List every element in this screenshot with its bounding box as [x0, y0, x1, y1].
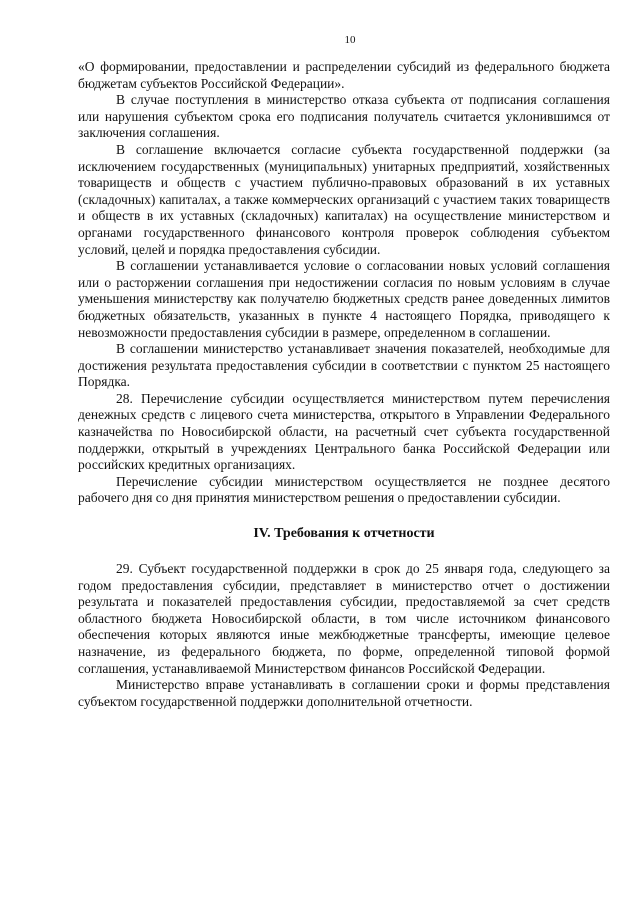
paragraph: Министерство вправе устанавливать в соглашении сроки и формы представления субъектом государственной поддержки дополнительной отчетности.	[78, 677, 610, 709]
paragraph: Перечисление субсидии министерством осуществляется не позднее десятого рабочего дня со дня принятия министерством решения о предоставлении субсидии.	[78, 473, 610, 506]
body-after-section	[78, 561, 610, 710]
page-number: 10	[344, 34, 356, 46]
document-page	[78, 34, 610, 710]
paragraph: «О формировании, предоставлении и распределении субсидий из федерального бюджета бюджетам субъектов Российской Федерации».	[78, 59, 610, 91]
section-title: IV. Требования к отчетности	[253, 526, 435, 542]
paragraph: В соглашении министерство устанавливает значения показателей, необходимые для достижения результата предоставления субсидии в соответствии с пунктом 25 настоящего Порядка.	[78, 341, 610, 390]
paragraph: В соглашении устанавливается условие о согласовании новых условий соглашения или о расторжении соглашения при недостижении согласия по новым условиям в случае уменьшения министерству как получателю бюджетных средств ранее доведенных лимитов бюджетных обязательств, указанных в пункте 4 настоящего Порядка, приводящего к невозможности предоставления субсидии в размере, определенном в соглашении.	[78, 258, 610, 340]
paragraph: В соглашение включается согласие субъекта государственной поддержки (за исключением государственных (муниципальных) унитарных предприятий, хозяйственных товариществ и обществ с участием публично-правовых образований в их уставных (складочных) капиталах, а также коммерческих организаций с участием таких товариществ и обществ в их уставных (складочных) капиталах) на осуществление министерством и органами государственного финансового контроля проверок соблюдения субъектом условий, целей и порядка предоставления субсидии.	[78, 141, 610, 257]
body-before-section	[78, 59, 610, 507]
paragraph-item-28: 28. Перечисление субсидии осуществляется министерством путем перечисления денежных средств с лицевого счета министерства, открытого в Управлении Федерального казначейства по Новосибирской области, на расчетный счет субъекта государственной поддержки, открытый в учреждениях Центрального банка Российской Федерации или российских кредитных организациях.	[78, 390, 610, 473]
paragraph-item-29: 29. Субъект государственной поддержки в срок до 25 января года, следующего за годом предоставления субсидии, представляет в министерство отчет о достижении результата и показателей предоставления субсидии, предоставляемой за счет средств областного бюджета Новосибирской области, в том числе источником финансового обеспечения которых являются иные межбюджетные трансферты, имеющие целевое назначение, из федерального бюджета, по форме, определенной типовой формой соглашения, устанавливаемой Министерством финансов Российской Федерации.	[78, 561, 610, 676]
paragraph: В случае поступления в министерство отказа субъекта от подписания соглашения или нарушения субъектом срока его подписания получатель считается уклонившимся от заключения соглашения.	[78, 92, 610, 141]
